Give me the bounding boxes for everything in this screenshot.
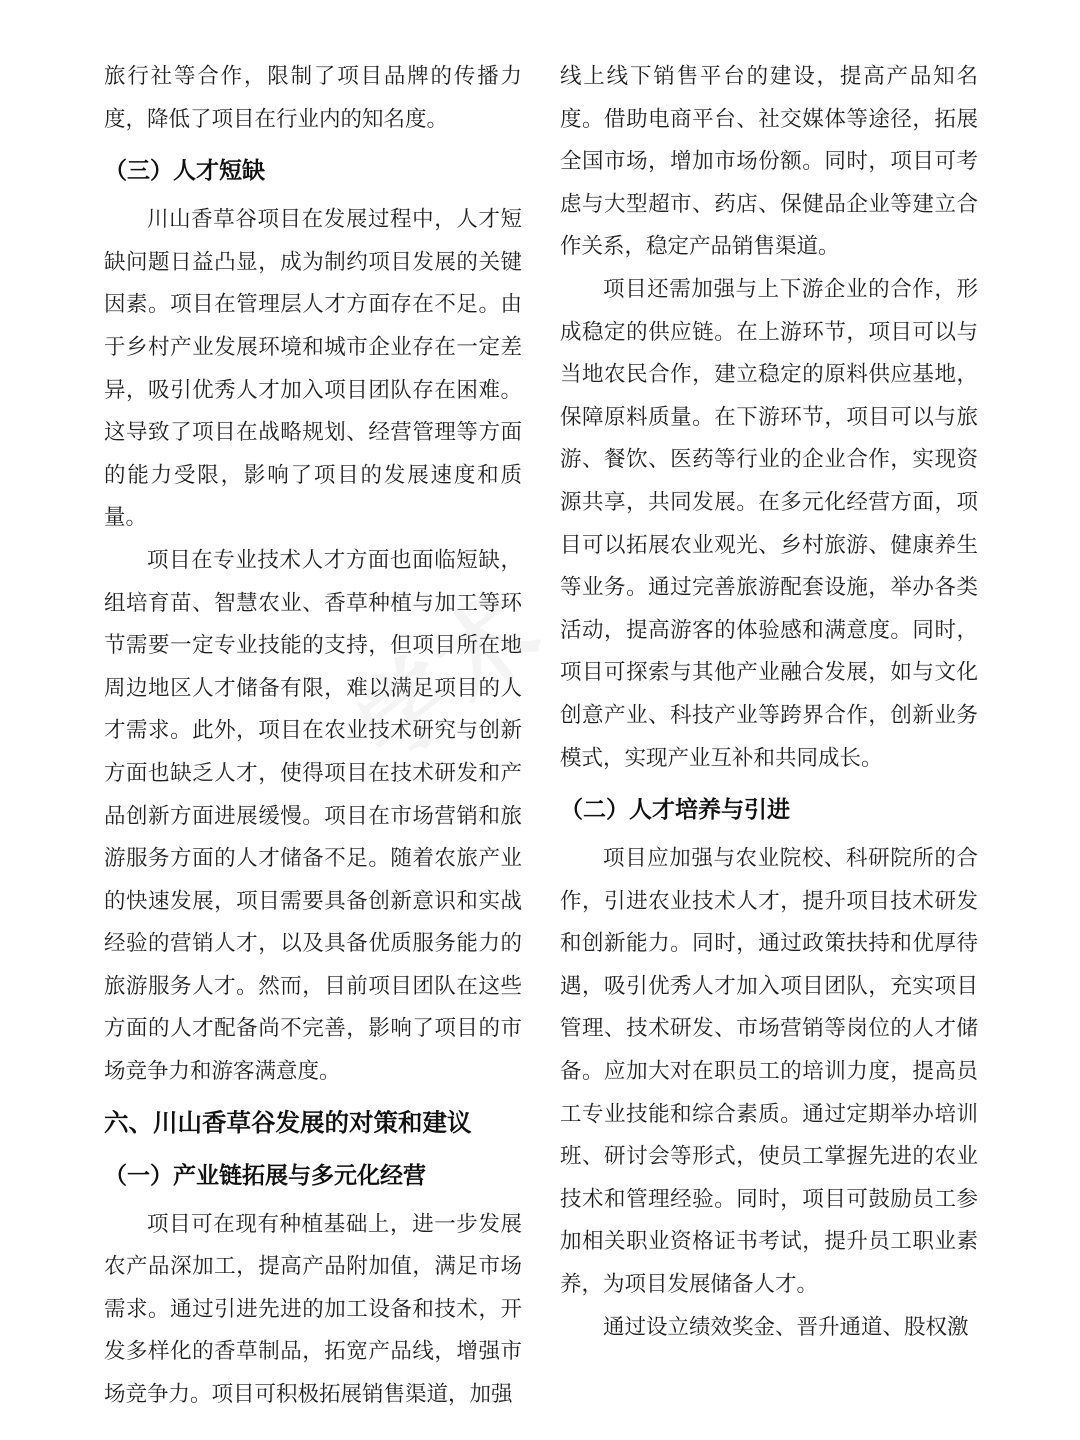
paragraph-chain-1: 项目可在现有种植基础上，进一步发展农产品深加工，提高产品附加值，满足市场需求。通过引进先进的加工设备和技术，开发多样化的香草制品，拓宽产品线，增强市场竞争力。项目可积极拓展销售渠道，加强 — [104, 1211, 522, 1408]
paragraph-continued: 旅行社等合作，限制了项目品牌的传播力度，降低了项目在行业内的知名度。 — [104, 64, 522, 132]
heading-talent-training: （二）人才培养与引进 — [560, 797, 790, 824]
paragraph-training-2: 通过设立绩效奖金、晋升通道、股权激 — [603, 1314, 969, 1340]
paragraph-talent-1: 川山香草谷项目在发展过程中，人才短缺问题日益凸显，成为制约项目发展的关键因素。项目在管理层人才方面存在不足。由于乡村产业发展环境和城市企业存在一定差异，吸引优秀人才加入项目团队存在困难。这导致了项目在战略规划、经营管理等方面的能力受限，影响了项目的发展速度和质量。 — [104, 207, 522, 531]
heading-industry-chain: （一）产业链拓展与多元化经营 — [104, 1162, 426, 1189]
paragraph-chain-continued: 线上线下销售平台的建设，提高产品知名度。借助电商平台、社交媒体等途径，拓展全国市场，增加市场份额。同时，项目可考虑与大型超市、药店、保健品企业等建立合作关系，稳定产品销售渠道。 — [560, 64, 978, 260]
paragraph-training-1: 项目应加强与农业院校、科研院所的合作，引进农业技术人才，提升项目技术研发和创新能力。同时，通过政策扶持和优厚待遇，吸引优秀人才加入项目团队，充实项目管理、技术研发、市场营销等岗位的人才储备。应加大对在职员工的培训力度，提高员工专业技能和综合素质。通过定期举办培训班、研讨会等形式，使员工掌握先进的农业技术和管理经验。同时，项目可鼓励员工参加相关职业资格证书考试，提升员工职业素养，为项目发展储备人才。 — [560, 846, 978, 1298]
heading-talent-shortage: （三）人才短缺 — [104, 158, 265, 185]
paragraph-chain-2: 项目还需加强与上下游企业的合作，形成稳定的供应链。在上游环节，项目可以与当地农民合作，建立稳定的原料供应基地，保障原料质量。在下游环节，项目可以与旅游、餐饮、医药等行业的企业合作，实现资源共享，共同发展。在多元化经营方面，项目可以拓展农业观光、乡村旅游、健康养生等业务。通过完善旅游配套设施，举办各类活动，提高游客的体验感和满意度。同时，项目可探索与其他产业融合发展，如与文化创意产业、科技产业等跨界合作，创新业务模式，实现产业互补和共同成长。 — [560, 276, 978, 771]
paragraph-talent-2: 项目在专业技术人才方面也面临短缺，组培育苗、智慧农业、香草种植与加工等环节需要一定专业技能的支持，但项目所在地周边地区人才储备有限，难以满足项目的人才需求。此外，项目在农业技术研究与创新方面也缺乏人才，使得项目在技术研发和产品创新方面进展缓慢。项目在市场营销和旅游服务方面的人才储备不足。随着农旅产业的快速发展，项目需要具备创新意识和实战经验的营销人才，以及具备优质服务能力的旅游服务人才。然而，目前项目团队在这些方面的人才配备尚不完善，影响了项目的市场竞争力和游客满意度。 — [104, 547, 522, 1085]
left-column — [104, 56, 522, 1417]
heading-section-6: 六、川山香草谷发展的对策和建议 — [104, 1107, 472, 1137]
right-column — [560, 56, 978, 1349]
